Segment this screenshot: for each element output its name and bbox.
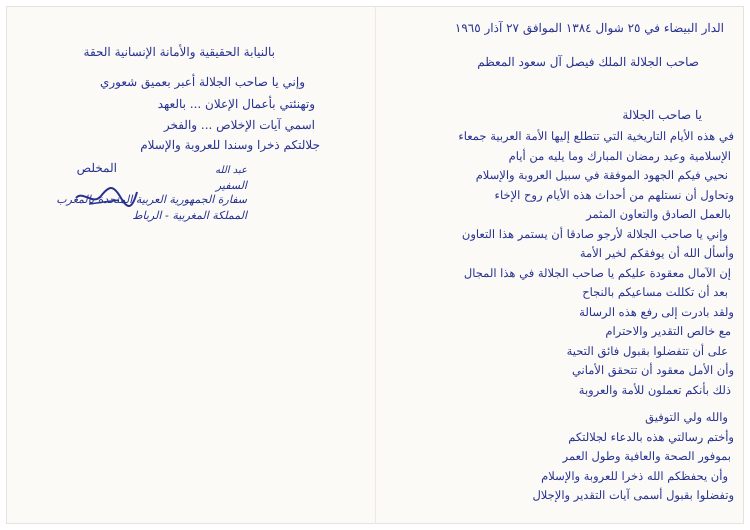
letter-line: نحيي فيكم الجهود الموفقة في سبيل العروبة والإسلام — [475, 168, 728, 182]
letter-line: وإني يا صاحب الجلالة لأرجو صادقا أن يستمر هذا التعاون — [461, 226, 728, 241]
addressee-line: صاحب الجلالة الملك فيصل آل سعود المعظم — [477, 55, 699, 69]
letter-line: وأسأل الله أن يوفقكم لخير الأمة — [579, 246, 734, 260]
letter-line: وأن يحفظكم الله ذخرا للعروبة والإسلام — [541, 468, 728, 483]
letter-line: الإسلامية وعيد رمضان المبارك وما يليه من أيام — [508, 148, 731, 163]
letter-line: مع خالص التقدير والاحترام — [605, 324, 731, 338]
letter-sheet — [6, 6, 744, 524]
left-line: اسمي آيات الإخلاص ... والفخر — [163, 118, 315, 132]
left-heading: بالنيابة الحقيقية والأمانة الإنسانية الحقة — [83, 45, 275, 59]
signature-embassy: سفارة الجمهورية العربية المتحدة بالمغرب — [56, 193, 247, 206]
closing-text: المخلص — [76, 161, 117, 175]
letter-line: وأن الأمل معقود أن تتحقق الأماني — [571, 363, 734, 377]
left-line: وإني يا صاحب الجلالة أعبر بعميق شعوري — [99, 75, 305, 89]
letter-line: ذلك بأنكم تعملون للأمة والعروبة — [578, 382, 731, 397]
letter-line: بالعمل الصادق والتعاون المثمر — [586, 207, 731, 221]
letter-line: والله ولي التوفيق — [645, 410, 728, 424]
letter-line: على أن تتفضلوا بقبول فائق التحية — [566, 343, 728, 358]
letter-line: بعد أن تكللت مساعيكم بالنجاح — [582, 285, 728, 299]
letter-line: ولقد بادرت إلى رفع هذه الرسالة — [579, 304, 734, 319]
letter-line: وأختم رسالتي هذه بالدعاء لجلالتكم — [568, 429, 734, 444]
letter-line: في هذه الأيام التاريخية التي تتطلع إليها الأمة العربية جمعاء — [458, 129, 734, 143]
signature-title: السفير — [215, 179, 247, 192]
signature-location: المملكة المغربية - الرباط — [132, 209, 247, 222]
letter-line: وتحاول أن نستلهم من أحداث هذه الأيام روح الإخاء — [494, 187, 734, 202]
right-page — [375, 6, 744, 524]
signature-name: عبد الله — [215, 165, 247, 176]
letter-line: بموفور الصحة والعافية وطول العمر — [562, 449, 731, 463]
letter-line: إن الآمال معقودة عليكم يا صاحب الجلالة في هذا المجال — [463, 265, 731, 280]
left-line: جلالتكم ذخرا وسندا للعروبة والإسلام — [140, 138, 320, 152]
date-line: الدار البيضاء في ٢٥ شوال ١٣٨٤ الموافق ٢٧ آذار ١٩٦٥ — [454, 21, 724, 35]
letter-line: وتفضلوا بقبول أسمى آيات التقدير والإجلال — [532, 488, 734, 502]
left-page — [6, 6, 375, 524]
left-line: وتهنئتي بأعمال الإعلان ... بالعهد — [157, 97, 315, 111]
salutation: يا صاحب الجلالة — [622, 108, 702, 122]
